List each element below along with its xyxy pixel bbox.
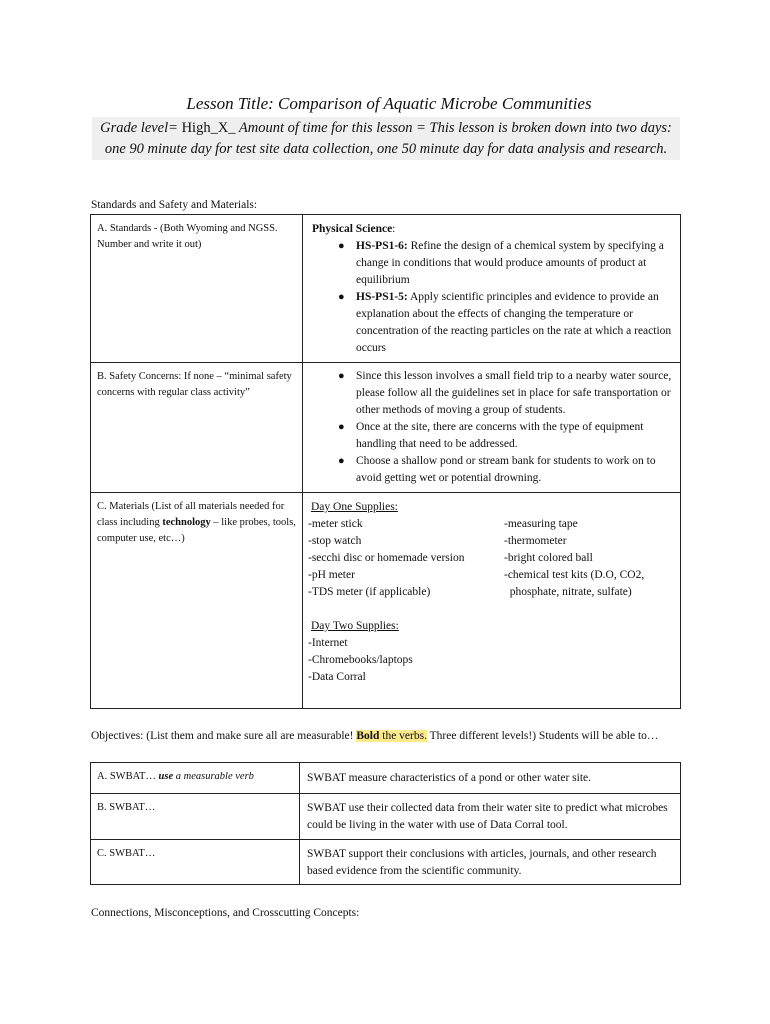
day-one-title: Day One Supplies: (311, 501, 398, 513)
subject-name: Physical Science (312, 223, 393, 235)
safety-label: B. Safety Concerns: If none – “minimal safety concerns with regular class activity” (91, 363, 303, 493)
standards-row (91, 215, 681, 363)
standards-content (303, 215, 681, 363)
standard-code: HS-PS1-5: (356, 291, 408, 303)
list-item (312, 419, 674, 453)
list-item (312, 238, 674, 289)
materials-label-bold: technology (162, 517, 211, 528)
list-item: -chemical test kits (D.O, CO2, (504, 569, 645, 581)
list-item: -measuring tape (504, 518, 578, 530)
objectives-intro-highlight: the verbs. (379, 730, 427, 742)
lesson-title: Lesson Title: Comparison of Aquatic Microbe Communities (186, 94, 592, 113)
safety-text: Choose a shallow pond or stream bank for students to work on to avoid getting wet or potential drowning. (356, 455, 656, 484)
list-item: -stop watch (308, 535, 362, 547)
list-item (312, 453, 674, 487)
objective-label: C. SWBAT… (91, 840, 300, 885)
objective-text: SWBAT measure characteristics of a pond or other water site. (300, 763, 681, 794)
grade-value: High_X_ (181, 120, 236, 136)
list-item: -thermometer (504, 535, 567, 547)
day-one-supplies (308, 516, 674, 601)
grade-and-time-block (92, 117, 680, 160)
safety-text: Since this lesson involves a small field trip to a nearby water source, please follow all the guidelines set in place for safe transportation or other methods of moving a group of students. (356, 370, 672, 416)
materials-label-post: – like probes, tools, computer use, etc…) (97, 517, 296, 544)
list-item: -bright colored ball (504, 552, 593, 564)
objectives-intro-pre: Objectives: (List them and make sure all are measurable! (91, 730, 357, 742)
day-one-right-column (504, 516, 674, 601)
materials-label (91, 493, 303, 709)
list-item (312, 289, 674, 357)
bullet-icon: ● (338, 455, 345, 467)
objective-row-a (91, 763, 681, 794)
objective-row-b (91, 794, 681, 840)
bullet-icon: ● (338, 421, 345, 433)
materials-row (91, 493, 681, 709)
bullet-icon: ● (338, 240, 345, 252)
list-item: phosphate, nitrate, sulfate) (504, 586, 632, 598)
subject-line (312, 221, 674, 238)
list-item: -Data Corral (308, 671, 366, 683)
objective-text: SWBAT support their conclusions with articles, journals, and other research based evidence from the scientific community. (300, 840, 681, 885)
grade-label: Grade level= (100, 120, 182, 136)
list-item: -TDS meter (if applicable) (308, 586, 431, 598)
safety-content (303, 363, 681, 493)
objective-label-text: A. SWBAT… (97, 771, 159, 782)
list-item: -secchi disc or homemade version (308, 552, 465, 564)
standards-list (312, 238, 674, 357)
standard-text: Apply scientific principles and evidence to provide an explanation about the effects of changing the temperature or concentration of the reacting particles on the rate at which a reaction occurs (356, 291, 672, 354)
materials-label-pre: C. Materials (List of all materials needed for class including (97, 501, 285, 528)
objective-label: B. SWBAT… (91, 794, 300, 840)
list-item: -Internet (308, 637, 348, 649)
safety-text: Once at the site, there are concerns with the type of equipment handling that need to be addressed. (356, 421, 644, 450)
objective-label (91, 763, 300, 794)
objectives-intro (91, 728, 676, 745)
standard-text: Refine the design of a chemical system by specifying a change in conditions that would produce amounts of product at equilibrium (356, 240, 664, 286)
day-two-title: Day Two Supplies: (311, 620, 399, 632)
standards-table (90, 214, 681, 709)
safety-list (312, 368, 674, 487)
standard-code: HS-PS1-6: (356, 240, 408, 252)
connections-heading: Connections, Misconceptions, and Crosscutting Concepts: (91, 907, 360, 919)
bullet-icon: ● (338, 370, 345, 382)
objectives-intro-bold: Bold (356, 730, 380, 742)
objective-label-verb: use (158, 771, 174, 782)
objective-text: SWBAT use their collected data from their water site to predict what microbes could be living in the water with use of Data Corral tool. (300, 794, 681, 840)
objectives-table (90, 762, 681, 885)
objectives-intro-post: Three different levels!) Students will be able to… (426, 730, 659, 742)
objective-label-italic: a measurable verb (173, 771, 254, 782)
list-item: -Chromebooks/laptops (308, 654, 413, 666)
materials-content (303, 493, 681, 709)
list-item: -pH meter (308, 569, 355, 581)
standards-heading: Standards and Safety and Materials: (91, 199, 258, 211)
safety-row (91, 363, 681, 493)
time-text: Amount of time for this lesson = This lesson is broken down into two days: one 90 minute day for test site data collection, one 50 minute day for data analysis and research. (104, 120, 672, 157)
list-item (312, 368, 674, 419)
standards-label: A. Standards - (Both Wyoming and NGSS. Number and write it out) (91, 215, 303, 363)
objective-row-c (91, 840, 681, 885)
spacer (308, 601, 674, 618)
day-one-left-column (308, 516, 504, 601)
bullet-icon: ● (338, 291, 345, 303)
list-item: -meter stick (308, 518, 363, 530)
subject-colon: : (392, 223, 396, 235)
